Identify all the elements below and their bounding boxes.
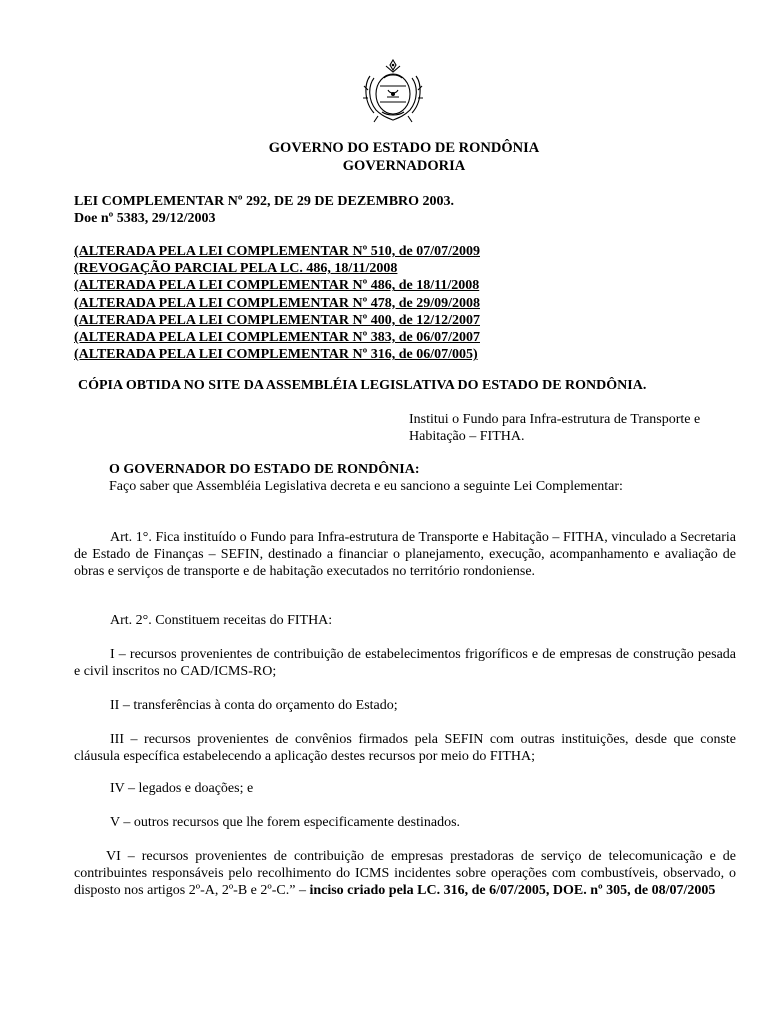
item-v — [74, 814, 736, 831]
amendment-item: (ALTERADA PELA LEI COMPLEMENTAR Nº 400, de 12/12/2007 — [74, 312, 480, 328]
item-i-text: I – recursos provenientes de contribuição de estabelecimentos frigoríficos e de empresas de construção pesada e civil inscritos no CAD/ICMS-RO; — [74, 647, 736, 679]
governor-intro: Faço saber que Assembléia Legislativa decreta e eu sanciono a seguinte Lei Complementar: — [109, 479, 623, 494]
law-ementa: Institui o Fundo para Infra-estrutura de Transporte e Habitação – FITHA. — [409, 412, 701, 444]
law-title: LEI COMPLEMENTAR Nº 292, DE 29 DE DEZEMBRO 2003. — [74, 194, 455, 209]
item-iv-text: IV – legados e doações; e — [110, 781, 254, 796]
item-ii — [74, 697, 736, 714]
item-vi — [74, 848, 736, 899]
item-v-text: V – outros recursos que lhe forem especificamente destinados. — [110, 815, 461, 830]
state-coat-of-arms — [360, 56, 426, 124]
amendment-item: (REVOGAÇÃO PARCIAL PELA LC. 486, 18/11/2008 — [74, 261, 398, 277]
law-doe: Doe nº 5383, 29/12/2003 — [74, 211, 216, 226]
copy-note: CÓPIA OBTIDA NO SITE DA ASSEMBLÉIA LEGISLATIVA DO ESTADO DE RONDÔNIA. — [78, 378, 647, 393]
item-vi-text: VI – recursos provenientes de contribuição de empresas prestadoras de serviço de telecomunicação e de contribuintes responsáveis pelo recolhimento do ICMS incidentes sobre operações com combustíveis, observado, o disposto nos artigos 2º-A, 2º-B e 2º-C.” – — [74, 849, 736, 898]
amendment-item: (ALTERADA PELA LEI COMPLEMENTAR Nº 486, de 18/11/2008 — [74, 278, 480, 294]
item-i — [74, 646, 736, 680]
amendments-list — [74, 243, 480, 363]
header-governadoria: GOVERNADORIA — [342, 158, 466, 174]
item-iv — [74, 780, 736, 797]
article-2 — [74, 612, 736, 629]
item-iii — [74, 731, 736, 765]
article-1 — [74, 529, 736, 580]
amendment-item: (ALTERADA PELA LEI COMPLEMENTAR Nº 478, de 29/09/2008 — [74, 295, 480, 311]
article-1-text: Art. 1°. Fica instituído o Fundo para Infra-estrutura de Transporte e Habitação – FITHA, vinculado a Secretaria de Estado de Finanças – SEFIN, destinado a financiar o planejamento, execução, acompanhamento e avaliação de obras e serviços de transporte e de habitação executados no território rondoniense. — [74, 530, 736, 579]
item-iii-text: III – recursos provenientes de convênios firmados pela SEFIN com outras instituições, desde que conste cláusula específica estabelecendo a aplicação destes recursos por meio do FITHA; — [74, 732, 736, 764]
item-vi-note: inciso criado pela LC. 316, de 6/07/2005, DOE. nº 305, de 08/07/2005 — [309, 883, 716, 898]
governor-heading: O GOVERNADOR DO ESTADO DE RONDÔNIA: — [109, 462, 420, 477]
amendment-item: (ALTERADA PELA LEI COMPLEMENTAR Nº 383, de 06/07/2007 — [74, 330, 480, 346]
article-2-text: Art. 2°. Constituem receitas do FITHA: — [110, 613, 333, 628]
item-ii-text: II – transferências à conta do orçamento do Estado; — [110, 698, 398, 713]
amendment-item: (ALTERADA PELA LEI COMPLEMENTAR Nº 510, de 07/07/2009 — [74, 244, 480, 259]
amendment-item: (ALTERADA PELA LEI COMPLEMENTAR Nº 316, de 06/07/005) — [74, 347, 478, 363]
header-government: GOVERNO DO ESTADO DE RONDÔNIA — [268, 140, 540, 156]
